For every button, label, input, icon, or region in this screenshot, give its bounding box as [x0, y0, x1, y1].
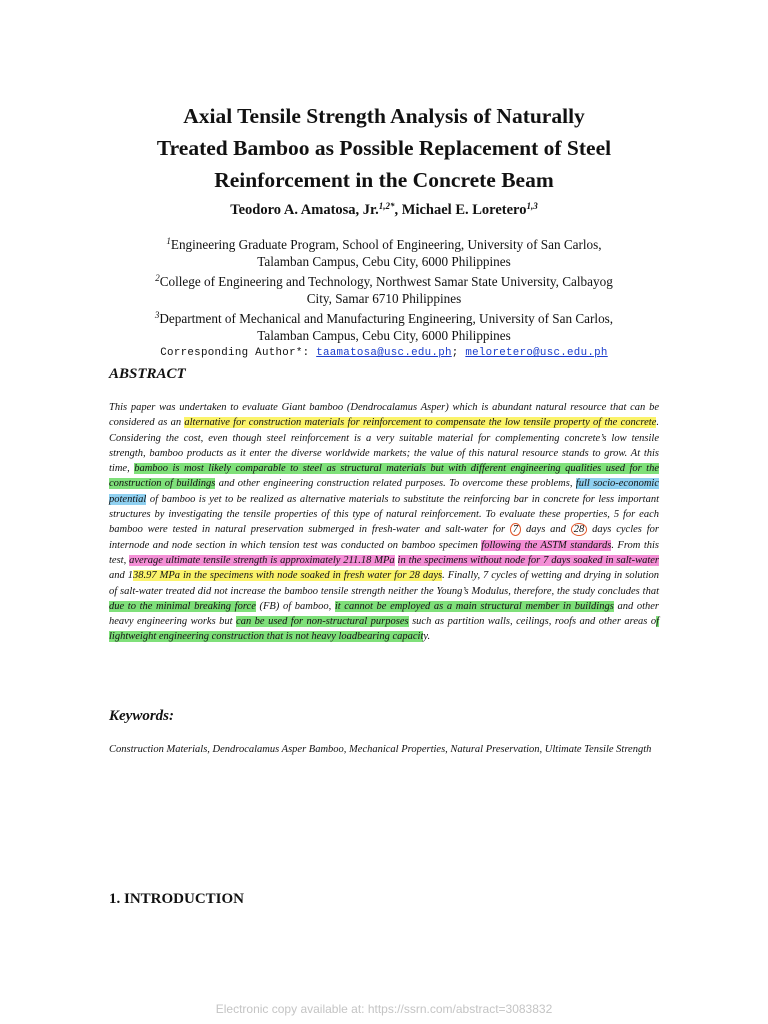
affiliation-text: City, Samar 6710 Philippines	[306, 291, 462, 306]
affiliation-marker: 1	[166, 236, 171, 246]
abstract-text: . Considering the cost, even though steel reinforcement is a very suitable material for complementing concrete’s low tensile strength, bamboo products as it enter the diverse worldwide markets; the value of this natural resource stands to grow. At this time,	[109, 417, 659, 475]
author-separator: ,	[394, 202, 402, 218]
affiliation-3	[90, 307, 678, 344]
keywords-body: Construction Materials, Dendrocalamus Asper Bamboo, Mechanical Properties, Natural Preservation, Ultimate Tensile Strength	[109, 744, 652, 755]
highlighted-text: f lightweight engineering construction that is not heavy loadbearing capacit	[109, 616, 659, 643]
affiliation-marker: 3	[154, 310, 160, 320]
highlighted-text: in the specimens without node for 7 days soaked in salt-water	[397, 554, 659, 566]
affiliation-1	[90, 233, 678, 270]
highlighted-text: due to the minimal breaking force	[109, 600, 256, 612]
email-link[interactable]: taamatosa@usc.edu.ph	[316, 347, 452, 359]
keywords-heading: Keywords:	[109, 708, 174, 724]
abstract-text: days and	[521, 524, 571, 536]
abstract-heading: ABSTRACT	[109, 366, 186, 382]
abstract-text: . From this test,	[109, 539, 659, 566]
abstract-text: and other heavy engineering works but	[109, 600, 659, 628]
paper-title	[60, 100, 708, 196]
author-list	[60, 201, 708, 219]
highlighted-text: following the ASTM standards	[481, 539, 612, 551]
abstract-text: days cycles for internode and node section in which tension test was conducted on bamboo specimen	[109, 524, 659, 551]
abstract-text: . Finally, 7 cycles of wetting and drying in solution of salt-water treated did not increase the bamboo tensile strength neither the Young’s Modulus, therefore, the study concludes that	[109, 570, 659, 597]
abstract-body	[109, 400, 659, 645]
abstract-text: This paper was undertaken to evaluate Giant bamboo (Dendrocalamus Asper) which is abundant natural resource that can be considered as an	[109, 402, 659, 429]
title-line-3: Reinforcement in the Concrete Beam	[214, 168, 554, 192]
highlighted-text: can be used for non-structural purposes	[236, 616, 409, 628]
author-name: Michael E. Loretero	[401, 202, 527, 218]
affiliation-marker: 2	[155, 273, 160, 283]
highlighted-text: average ultimate tensile strength is approximately 211.18 MPa	[129, 554, 395, 566]
footer-watermark: Electronic copy available at: https://ssrn.com/abstract=3083832	[215, 1002, 553, 1016]
corresponding-author	[90, 345, 678, 362]
title-line-1: Axial Tensile Strength Analysis of Naturally	[183, 104, 585, 128]
highlighted-text: it cannot be employed as a main structural member in buildings	[334, 600, 614, 612]
author-name: Teodoro A. Amatosa, Jr.	[230, 202, 379, 218]
highlighted-text: alternative for construction materials for reinforcement to compensate the low tensile property of the concrete	[184, 417, 657, 429]
abstract-text: such as partition walls, ceilings, roofs and other areas o	[408, 616, 657, 628]
abstract-text: (FB) of bamboo,	[255, 600, 335, 612]
author-affiliation-marker: 1,3	[526, 201, 538, 211]
circled-annotation: 7	[510, 523, 521, 536]
section-heading-introduction: 1. INTRODUCTION	[109, 891, 245, 907]
abstract-text: y.	[423, 631, 431, 643]
abstract-text: and 1	[109, 570, 133, 582]
title-line-2: Treated Bamboo as Possible Replacement of Steel	[156, 136, 612, 160]
highlighted-text: 38.97 MPa in the specimens with node soaked in fresh water for 28 days	[132, 570, 443, 582]
affiliation-2	[90, 270, 678, 307]
highlighted-text: full socio-economic potential	[109, 478, 659, 505]
email-separator: ;	[451, 347, 466, 359]
abstract-text: of bamboo is yet to be realized as alternative materials to substitute the reinforcing bar in concrete for less important structures by investigating the tensile properties of this type of natural reinforcement. To evaluate these properties, 5 for each bamboo were tested in natural preservation submerged in fresh-water and salt-water for	[109, 493, 659, 536]
affiliation-text: Talamban Campus, Cebu City, 6000 Philippines	[257, 328, 511, 343]
highlighted-text: bamboo is most likely comparable to steel as structural materials but with different engineering qualities used for the construction of buildings	[109, 463, 660, 490]
affiliation-text: Engineering Graduate Program, School of Engineering, University of San Carlos,	[170, 237, 602, 252]
affiliation-text: Department of Mechanical and Manufacturing Engineering, University of San Carlos,	[159, 311, 614, 326]
email-link[interactable]: meloretero@usc.edu.ph	[465, 347, 608, 359]
author-affiliation-marker: 1,2*	[378, 201, 395, 211]
affiliations	[90, 233, 678, 362]
affiliation-text: College of Engineering and Technology, Northwest Samar State University, Calbayog	[159, 274, 613, 289]
affiliation-text: Talamban Campus, Cebu City, 6000 Philippines	[257, 254, 511, 269]
abstract-text: and other engineering construction related purposes. To overcome these problems,	[215, 478, 576, 490]
circled-annotation: 28	[571, 523, 588, 536]
corresponding-label: Corresponding Author*:	[160, 347, 317, 359]
